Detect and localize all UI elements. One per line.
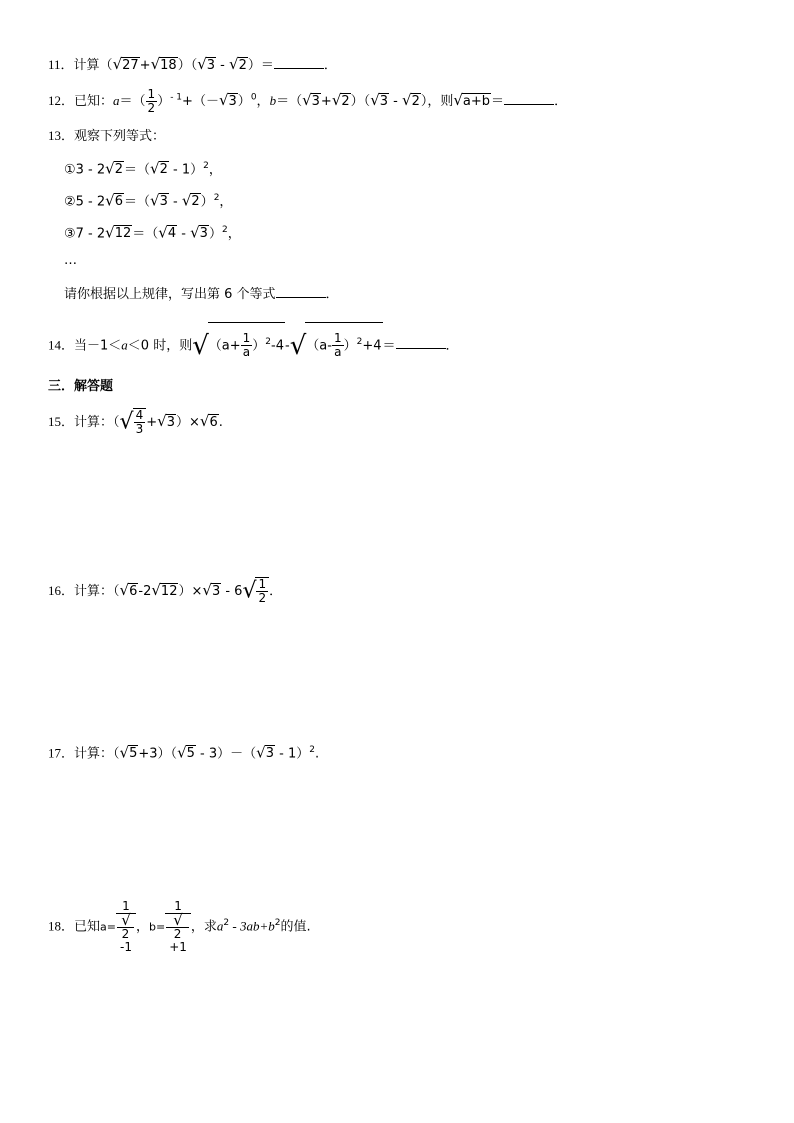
equation-1 xyxy=(64,157,222,179)
radicand: 2 xyxy=(411,94,420,109)
radicand: 6 xyxy=(209,415,218,430)
exponent: 2 xyxy=(274,918,281,929)
sqrt-symbol: √ xyxy=(157,412,167,430)
punctuation: ， xyxy=(219,194,233,210)
radicand: 3 xyxy=(199,226,208,242)
paren: ），则 xyxy=(420,94,454,109)
sqrt-symbol: √ xyxy=(173,911,183,929)
sqrt-symbol: √ xyxy=(181,191,192,210)
exponent: 2 xyxy=(309,745,315,755)
operator: -2 xyxy=(138,584,152,599)
sqrt-symbol: √ xyxy=(119,409,134,435)
radicand: 12 xyxy=(160,584,178,599)
radicand: a+b xyxy=(462,94,491,109)
expr: ） xyxy=(252,338,266,354)
sqrt-symbol: √ xyxy=(121,911,131,929)
denominator xyxy=(116,911,136,954)
question-label: 计算 xyxy=(73,58,100,73)
denominator: 3 xyxy=(135,422,144,436)
fraction xyxy=(146,88,158,115)
expr: ＝（ xyxy=(124,194,151,210)
exponent: 2 xyxy=(265,337,272,347)
answer-blank[interactable] xyxy=(396,336,446,349)
answer-blank[interactable] xyxy=(274,56,324,69)
expr: ） xyxy=(200,194,214,210)
radicand: 3 xyxy=(159,194,168,210)
punctuation: ． xyxy=(554,94,568,109)
circled-number: ② xyxy=(64,194,76,210)
variable: b xyxy=(269,93,277,108)
punctuation: ． xyxy=(323,58,337,73)
section-title: 三．解答题 xyxy=(48,379,114,394)
expr: （a+ xyxy=(208,338,241,354)
radicand: 2 xyxy=(341,94,350,109)
fraction xyxy=(165,900,191,954)
expr: - 1） xyxy=(168,162,204,178)
numerator: 1 xyxy=(147,87,156,101)
exponent: 0 xyxy=(250,92,257,103)
paren: （ xyxy=(113,584,120,599)
sqrt-symbol: √ xyxy=(370,91,380,109)
expr: 5 - 2 xyxy=(75,194,106,210)
sqrt-symbol: √ xyxy=(150,55,161,73)
operator: + xyxy=(139,58,151,73)
punctuation: ， xyxy=(208,162,222,178)
sqrt-symbol: √ xyxy=(453,91,463,109)
exponent: 2 xyxy=(221,225,228,235)
exponent: - 1 xyxy=(170,92,183,103)
fraction xyxy=(256,578,268,605)
equation-2 xyxy=(64,189,232,211)
fraction xyxy=(332,332,344,359)
question-12: 12．已知：a＝（ $\frac{1}{2}$ ）$^{- 1}+(-√3)^0$，b＝（√3+√2）（√3 - √2），则√a+b＝ ． xyxy=(48,87,568,115)
expr: ＝（ xyxy=(124,162,151,178)
radicand: 3 xyxy=(379,94,389,109)
question-number: 16． xyxy=(48,583,75,598)
condition-text: ＜0 时，则 xyxy=(127,338,193,354)
radicand xyxy=(133,408,147,436)
radicand: 2 xyxy=(238,58,247,73)
operator: ＝（ xyxy=(119,94,146,109)
radicand: 3 xyxy=(211,584,221,599)
paren: ）× xyxy=(178,584,203,599)
question-number: 15． xyxy=(48,414,75,429)
sqrt-symbol: √ xyxy=(302,91,312,109)
paren: （ xyxy=(113,415,120,430)
expr: - 1） xyxy=(274,746,310,762)
ellipsis: … xyxy=(64,253,77,268)
radicand: 18 xyxy=(160,58,177,73)
numerator: 1 xyxy=(165,900,191,914)
radicand: 2 xyxy=(191,194,200,210)
sqrt-symbol: √ xyxy=(331,91,342,109)
question-text: ，求 xyxy=(190,919,217,935)
sqrt-symbol: √ xyxy=(190,223,200,242)
radicand: 3 xyxy=(311,94,320,109)
question-18 xyxy=(48,900,311,954)
sqrt-symbol: √ xyxy=(151,581,161,599)
punctuation: ， xyxy=(135,919,149,935)
paren: （ xyxy=(99,58,113,73)
numerator: 4 xyxy=(135,408,144,422)
equation-3 xyxy=(64,221,241,243)
sqrt-symbol: √ xyxy=(112,55,123,73)
operator: ＝ xyxy=(382,338,396,354)
operator: - xyxy=(285,338,290,354)
sqrt-symbol: √ xyxy=(199,412,210,430)
radicand: 27 xyxy=(122,58,139,73)
sqrt-symbol: √ xyxy=(192,330,209,361)
expr: - 3）－（ xyxy=(195,746,257,762)
radicand: 6 xyxy=(129,584,138,599)
question-14 xyxy=(48,322,459,365)
variable: a xyxy=(216,918,224,934)
expr: +4 xyxy=(362,338,382,354)
denominator: a xyxy=(334,345,342,360)
expr: （a- xyxy=(306,338,332,354)
question-15 xyxy=(48,408,223,436)
sqrt-symbol: √ xyxy=(119,743,130,762)
sqrt-symbol: √ xyxy=(256,743,266,762)
denominator: 2 xyxy=(258,591,267,605)
variable: a= xyxy=(100,920,116,934)
radicand: 12 xyxy=(114,226,132,242)
punctuation: . xyxy=(314,746,320,762)
variable: b= xyxy=(148,920,166,934)
punctuation: ． xyxy=(269,584,283,599)
operator: - xyxy=(389,94,402,109)
question-13 xyxy=(48,127,165,146)
paren: ）× xyxy=(175,415,200,430)
question-11 xyxy=(48,55,337,75)
operator: ＝ xyxy=(491,94,505,109)
denominator: 2 xyxy=(147,101,156,115)
sqrt-symbol: √ xyxy=(289,330,307,361)
answer-blank[interactable] xyxy=(276,285,326,298)
paren: ）（ xyxy=(177,58,198,73)
sqrt-symbol: √ xyxy=(105,159,115,178)
paren: ）＝ xyxy=(247,58,274,73)
question-13-prompt xyxy=(64,285,339,304)
sqrt-symbol: √ xyxy=(119,581,130,599)
numerator: 1 xyxy=(242,331,251,346)
punctuation: . xyxy=(218,415,223,430)
radicand: 2 xyxy=(114,162,123,178)
sqrt-symbol: √ xyxy=(402,91,412,109)
answer-blank[interactable] xyxy=(504,92,554,105)
operator: + xyxy=(320,94,332,109)
fraction xyxy=(116,900,136,954)
operator: - xyxy=(168,194,182,210)
sqrt-symbol: √ xyxy=(150,159,160,178)
radicand: 6 xyxy=(114,194,123,210)
question-label: 计算： xyxy=(74,746,114,762)
radicand: 3 xyxy=(228,94,237,109)
variable: a xyxy=(121,337,128,353)
paren: （ xyxy=(113,746,120,762)
radicand: 3 xyxy=(265,746,274,762)
question-number: 13． xyxy=(48,128,75,143)
radicand: 5 xyxy=(129,746,138,762)
expr: - 3ab+b xyxy=(229,918,275,934)
sqrt-symbol: √ xyxy=(229,55,239,73)
radicand: 2 xyxy=(159,162,168,178)
question-text: 的值. xyxy=(280,919,311,935)
question-label: 计算： xyxy=(74,584,114,599)
fraction xyxy=(241,332,253,359)
sqrt-symbol: √ xyxy=(105,191,115,210)
sqrt-symbol: √ xyxy=(242,578,257,604)
question-number: 18． xyxy=(48,918,75,934)
punctuation: ， xyxy=(256,94,270,109)
question-number: 12． xyxy=(48,93,75,108)
numerator: 1 xyxy=(333,331,342,346)
radicand xyxy=(208,322,285,365)
radicand: 2 xyxy=(117,927,134,941)
sqrt-symbol: √ xyxy=(105,223,115,242)
question-label: 观察下列等式： xyxy=(74,129,166,144)
expr: ） xyxy=(343,338,357,354)
expr: 7 - 2 xyxy=(75,226,106,242)
question-17 xyxy=(48,741,319,763)
question-label: 已知 xyxy=(74,919,101,935)
prompt-text: 请你根据以上规律，写出第 6 个等式 xyxy=(64,287,276,302)
operator: - 6 xyxy=(221,584,243,599)
expr: -4 xyxy=(271,338,284,354)
circled-number: ① xyxy=(64,162,76,178)
operator: - xyxy=(177,226,191,242)
paren: ）（ xyxy=(350,94,371,109)
question-label: 当－1＜ xyxy=(74,338,122,354)
punctuation: ． xyxy=(445,338,459,354)
expr: +1 xyxy=(169,940,187,954)
operator: - xyxy=(216,58,230,73)
question-16 xyxy=(48,577,282,605)
denominator: a xyxy=(242,345,251,360)
sqrt-symbol: √ xyxy=(177,743,187,762)
expr: -1 xyxy=(120,940,132,954)
variable: a xyxy=(113,93,120,108)
numerator: 1 xyxy=(258,577,267,591)
question-label: 已知： xyxy=(74,94,114,109)
circled-number: ③ xyxy=(64,226,76,242)
sqrt-symbol: √ xyxy=(158,223,168,242)
question-number: 14． xyxy=(48,337,75,353)
expr: 3 - 2 xyxy=(75,162,106,178)
radicand: 5 xyxy=(186,746,195,762)
exponent: 2 xyxy=(223,918,230,929)
question-number: 17． xyxy=(48,745,75,761)
punctuation: ． xyxy=(325,287,339,302)
punctuation: ， xyxy=(227,226,241,242)
radicand xyxy=(305,322,382,365)
operator: + xyxy=(146,415,158,430)
radicand xyxy=(255,577,269,605)
radicand: 2 xyxy=(166,927,189,941)
exponent: 2 xyxy=(356,337,363,347)
exponent: 2 xyxy=(213,193,220,203)
radicand: 4 xyxy=(167,226,177,242)
expr: ） xyxy=(208,226,222,242)
numerator: 1 xyxy=(116,900,136,914)
question-label: 计算： xyxy=(74,415,114,430)
fraction xyxy=(134,409,146,436)
operator: +（－ xyxy=(182,94,219,109)
exponent: 2 xyxy=(203,161,209,171)
expr: ＝（ xyxy=(132,226,159,242)
expr: +3）（ xyxy=(138,746,178,762)
sqrt-symbol: √ xyxy=(218,91,229,109)
question-number: 11． xyxy=(48,57,74,72)
operator: ＝（ xyxy=(276,94,303,109)
denominator xyxy=(165,911,191,954)
sqrt-symbol: √ xyxy=(197,55,207,73)
radicand: 3 xyxy=(166,415,175,430)
sqrt-symbol: √ xyxy=(202,581,212,599)
radicand: 3 xyxy=(206,58,216,73)
sqrt-symbol: √ xyxy=(150,191,160,210)
